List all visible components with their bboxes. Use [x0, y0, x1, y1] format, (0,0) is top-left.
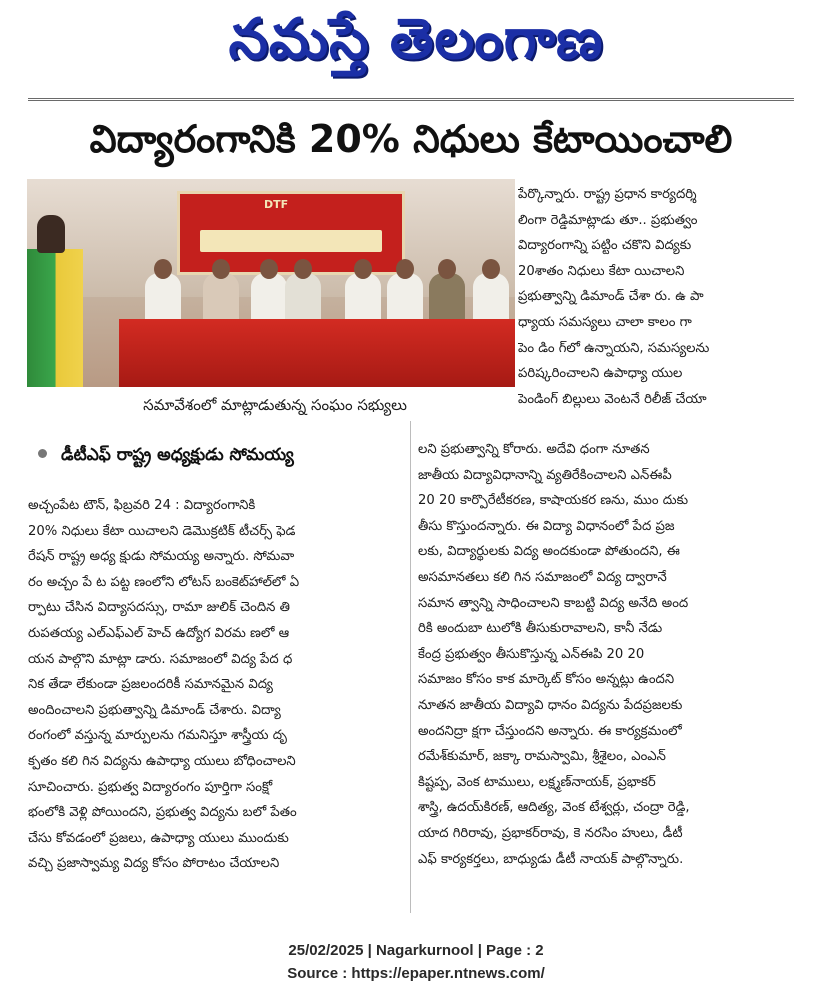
- text-line: లింగా రెడ్డిమాట్లాడు తూ.. ప్రభుత్వం: [518, 212, 698, 228]
- text-line: పెండింగ్ బిల్లులు వెంటనే రిలీజ్ చేయా: [518, 391, 707, 407]
- masthead-divider-bottom: [28, 100, 794, 101]
- text-line: క్పతం కలి గిన విద్యను ఉపాధ్యా యులు బోధించాలని: [28, 753, 296, 769]
- text-line: పెం డిం గ్‌లో ఉన్నాయని, సమస్యలను: [518, 340, 710, 356]
- text-line: వచ్చి ప్రజాస్వామ్య విద్య కోసం పోరాటం చేయాలని: [28, 856, 280, 872]
- text-line: తీసు కొస్తుందన్నారు. ఈ విద్యా విధానంలో పేద ప్రజ: [418, 518, 675, 534]
- banner-label: DTF: [264, 198, 289, 211]
- edition-info: 25/02/2025 | Nagarkurnool | Page : 2: [288, 942, 544, 959]
- text-line: రం అచ్చం పే ట పట్ట ణంలోని లోటస్ బంకెట్‌హాల్‌లో ఏ: [28, 574, 300, 590]
- text-line: పేర్కొన్నారు. రాష్ట్ర ప్రధాన కార్యదర్శి: [518, 187, 697, 202]
- text-line: యాద గిరిరావు, ప్రభాకర్‌రావు, కె నరసిం హులు, డీటీ: [418, 825, 683, 841]
- text-line: 20శాతం నిధులు కేటా యిచాలని: [518, 263, 685, 279]
- text-line: సమాజం కోసం కాక మార్కెట్ కోసం అన్నట్లు ఉందని: [418, 672, 675, 688]
- text-line: శాస్త్రి, ఉదయ్‌కిరణ్, ఆదిత్య, వెంక టేశ్వర్లు, చంద్రా రెడ్డి,: [418, 800, 690, 816]
- text-line: రికి అందుబా టులోకి తీసుకురావాలని, కానీ నేడు: [418, 621, 663, 637]
- text-line: నిక తేడా లేకుండా ప్రజలందరికీ సమానమైన విద్య: [28, 677, 273, 693]
- text-line: ధ్యాయ సమస్యలు చాలా కాలం గా: [518, 314, 692, 330]
- text-line: కేంద్ర ప్రభుత్వం తీసుకొస్తున్న ఎన్ఈపి 20 20: [418, 646, 645, 662]
- masthead-divider-top: [28, 98, 794, 99]
- podium: [27, 249, 83, 387]
- newspaper-masthead: నమస్తే తెలంగాణ: [228, 7, 604, 72]
- text-line: అచ్చంపేట టౌన్, ఫిబ్రవరి 24 : విద్యారంగానికి: [28, 498, 256, 513]
- article-photo: [27, 179, 515, 387]
- bullet-icon: [38, 449, 47, 458]
- text-line: 20 20 కార్పొరేటీకరణ, కాషాయకర ణను, ముం దుకు: [418, 493, 689, 509]
- subheading-text: డీటీఎఫ్ రాష్ట్ర అధ్యక్షుడు సోమయ్య: [61, 445, 294, 465]
- text-line: అసమానతలు కలి గిన సమాజంలో విద్య ద్వారానే: [418, 569, 667, 585]
- text-line: పరిష్కరించాలని ఉపాధ్యా యుల: [518, 366, 683, 382]
- text-line: సమాన త్వాన్ని సాధించాలని కాబట్టి విద్య అనేది అంద: [418, 595, 689, 611]
- text-line: యన పాల్గొని మాట్లా డారు. సమాజంలో విద్య పేద ధ: [28, 651, 293, 667]
- text-line: ర్పాటు చేసిన విద్యాసదస్సు, రామా జులిక్ చెందిన తి: [28, 600, 290, 616]
- text-line: భంలోకి వెళ్లి పోయిందని, ప్రభుత్వ విద్యను బలో పేతం: [28, 805, 297, 821]
- text-line: 20% నిధులు కేటా యిచాలని డెమొక్రటిక్ టీచర్స్ ఫెడ: [28, 523, 296, 539]
- article-column-left: [28, 493, 400, 877]
- text-line: రంగంలో వస్తున్న మార్పులను గమనిస్తూ శాస్త్రీయ దృ: [28, 728, 287, 744]
- text-line: రమేశ్‌కుమార్, జక్కా రామస్వామి, శ్రీశైలం, ఎంఎన్: [418, 749, 666, 765]
- text-line: చేసు కోవడంలో ప్రజలు, ఉపాధ్యా యులు ముందుకు: [28, 830, 289, 846]
- text-line: విద్యారంగాన్ని పట్టిం చకొని విద్యకు: [518, 238, 692, 254]
- text-line: సూచించారు. ప్రభుత్వ విద్యారంగం పూర్తిగా సంక్షో: [28, 779, 273, 795]
- text-line: అందించాలని ప్రభుత్వాన్ని డిమాండ్ చేశారు. విద్యా: [28, 702, 281, 718]
- article-column-top-right: [518, 182, 796, 412]
- article-headline: విద్యారంగానికి 20% నిధులు కేటాయించాలి: [89, 117, 733, 161]
- stage-table: [119, 319, 515, 387]
- text-line: కిష్టప్ప, వెంక టాములు, లక్ష్మణ్‌నాయక్, ప్రభాకర్: [418, 774, 656, 790]
- source-link[interactable]: Source : https://epaper.ntnews.com/: [287, 965, 545, 982]
- column-divider: [410, 421, 411, 913]
- text-line: అందనిద్రా క్షగా చేస్తుందని అన్నారు. ఈ కార్యక్రమంలో: [418, 723, 682, 739]
- text-line: నూతన జాతీయ విద్యావి ధానం విద్యను పేదప్రజలకు: [418, 697, 683, 713]
- article-subheading: [38, 440, 398, 470]
- text-line: రేషన్ రాష్ట్ర అధ్య క్షుడు సోమయ్య అన్నారు. సోమవా: [28, 549, 295, 565]
- text-line: రుపతయ్య ఎల్ఎఫ్ఎల్ హెచ్ ఉద్యోగ విరమ ణలో ఆ: [28, 625, 290, 641]
- speaker-figure: [37, 215, 65, 253]
- text-line: జాతీయ విద్యావిధానాన్ని వ్యతిరేకించాలని ఎన్ఈపీ: [418, 467, 672, 483]
- text-line: ప్రభుత్వాన్ని డిమాండ్ చేశా రు. ఉ పా: [518, 289, 704, 305]
- photo-caption: సమావేశంలో మాట్లాడుతున్న సంఘం సభ్యులు: [143, 396, 407, 414]
- text-line: లకు, విద్యార్థులకు విద్య అందకుండా పోతుందని, ఈ: [418, 544, 680, 560]
- text-line: లని ప్రభుత్వాన్ని కోరారు. అదేవి ధంగా నూతన: [418, 442, 650, 457]
- text-line: ఎఫ్ కార్యకర్తలు, బాధ్యుడు డీటీ నాయక్ పాల్గొన్నారు.: [418, 851, 684, 867]
- event-banner: [177, 191, 405, 275]
- article-column-right: [418, 437, 796, 872]
